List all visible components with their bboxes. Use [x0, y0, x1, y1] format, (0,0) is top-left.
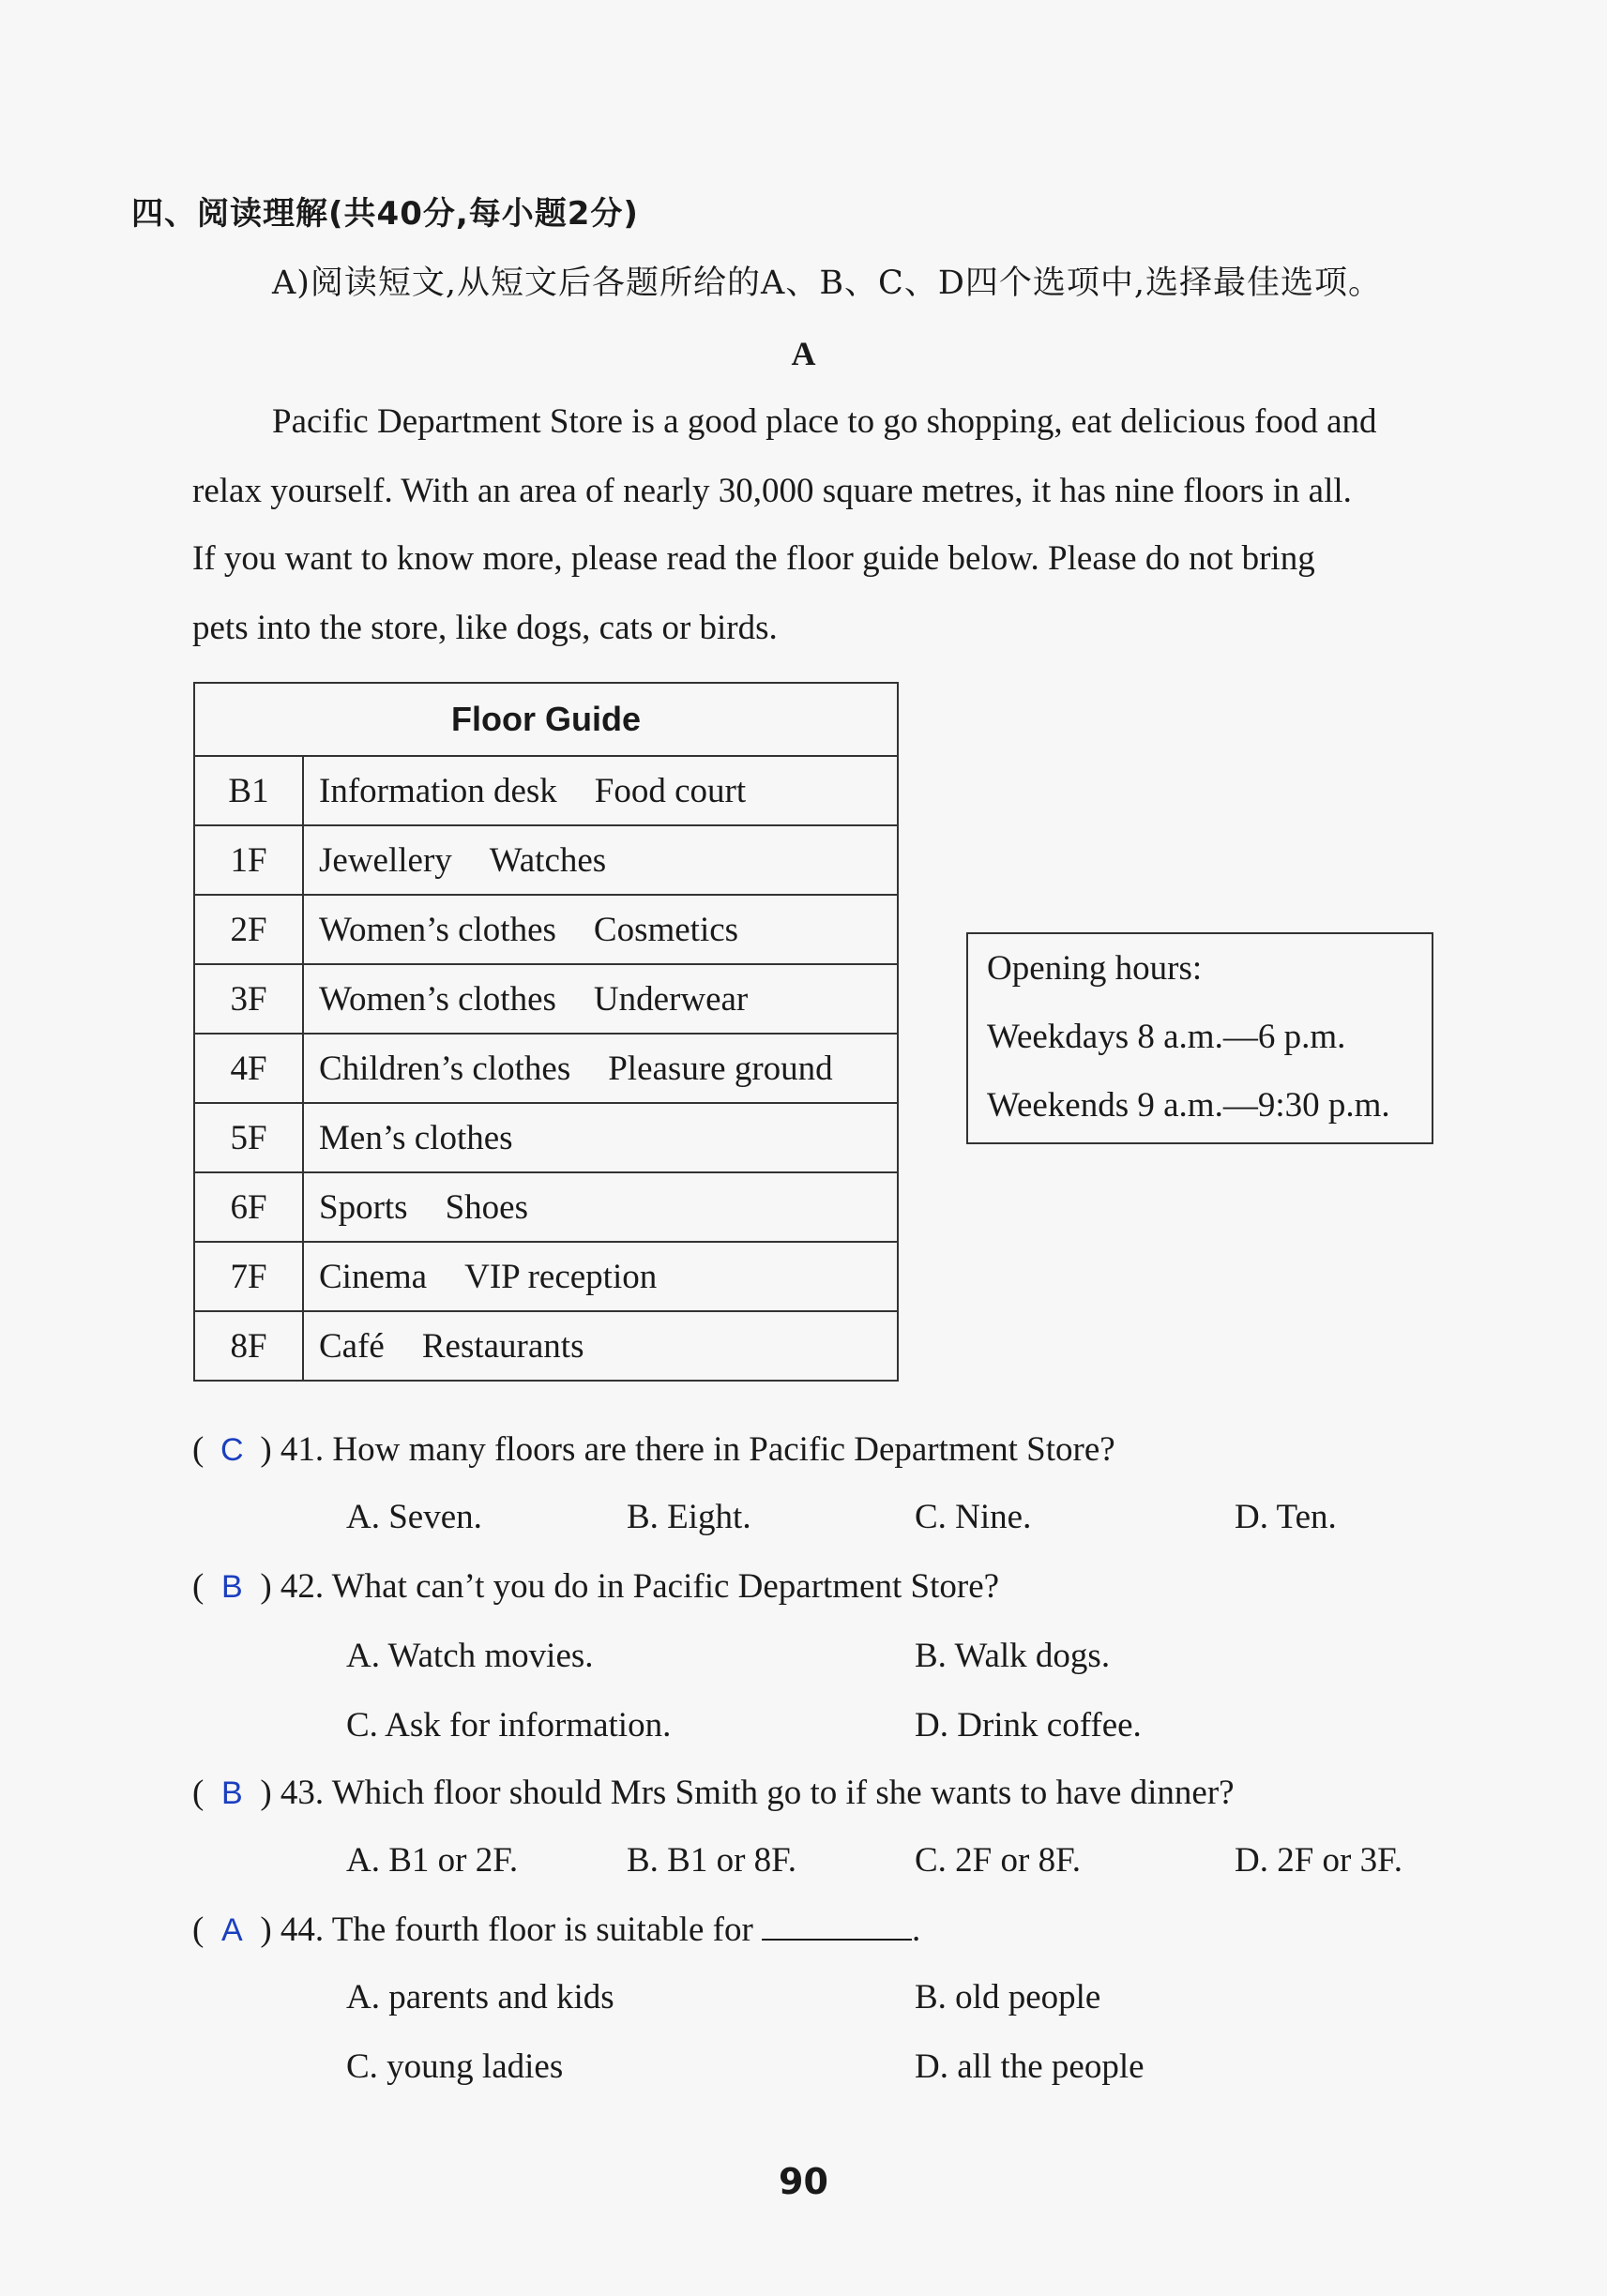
floor-guide-header-row	[194, 683, 898, 756]
floor-label: 2F	[194, 895, 303, 964]
answer-mark: A	[220, 1912, 243, 1948]
floor-guide-row	[194, 1172, 898, 1242]
floor-guide-title: Floor Guide	[194, 683, 898, 756]
option-b: B. old people	[915, 1978, 1101, 2017]
floor-departments	[303, 1034, 898, 1103]
department: VIP reception	[464, 1257, 658, 1296]
passage-line: Pacific Department Store is a good place to go shopping, eat delicious food and	[272, 402, 1377, 441]
department: Food court	[594, 771, 747, 810]
page-number: 90	[779, 2161, 828, 2202]
answer-mark: B	[220, 1569, 243, 1605]
question-43: ( B ) 43. Which floor should Mrs Smith go to if she wants to have dinner?	[192, 1774, 1235, 1812]
question-41: ( C ) 41. How many floors are there in Pacific Department Store?	[192, 1430, 1115, 1469]
department: Women’s clothes	[319, 910, 556, 949]
floor-label: 6F	[194, 1172, 303, 1242]
department: Sports	[319, 1187, 408, 1227]
floor-guide-row	[194, 964, 898, 1034]
answer-mark: C	[220, 1432, 244, 1468]
floor-departments	[303, 964, 898, 1034]
question-text: 41. How many floors are there in Pacific Department Store?	[280, 1430, 1115, 1469]
department: Underwear	[593, 979, 749, 1019]
passage-line: pets into the store, like dogs, cats or birds.	[192, 609, 778, 647]
department: Children’s clothes	[319, 1049, 571, 1088]
option-b: B. B1 or 8F.	[627, 1841, 797, 1880]
option-a: A. B1 or 2F.	[346, 1841, 519, 1880]
floor-label: 3F	[194, 964, 303, 1034]
floor-departments	[303, 1242, 898, 1311]
floor-label: 5F	[194, 1103, 303, 1172]
question-42: ( B ) 42. What can’t you do in Pacific Department Store?	[192, 1567, 1000, 1606]
department: Cosmetics	[593, 910, 739, 949]
floor-departments	[303, 825, 898, 895]
passage-line: If you want to know more, please read the floor guide below. Please do not bring	[192, 539, 1315, 578]
option-d: D. all the people	[915, 2047, 1145, 2086]
opening-hours-title: Opening hours:	[987, 949, 1203, 988]
option-a: A. Seven.	[346, 1498, 482, 1536]
floor-label: 1F	[194, 825, 303, 895]
floor-label: 4F	[194, 1034, 303, 1103]
option-d: D. 2F or 3F.	[1235, 1841, 1402, 1880]
floor-guide-row	[194, 825, 898, 895]
floor-guide-row	[194, 756, 898, 825]
option-b: B. Eight.	[627, 1498, 751, 1536]
opening-hours-weekdays: Weekdays 8 a.m.—6 p.m.	[987, 1018, 1346, 1056]
option-d: D. Drink coffee.	[915, 1706, 1142, 1745]
opening-hours-box	[966, 932, 1433, 1144]
answer-blank	[762, 1912, 912, 1941]
floor-label: B1	[194, 756, 303, 825]
section-instruction: A)阅读短文,从短文后各题所给的A、B、C、D四个选项中,选择最佳选项。	[272, 264, 1383, 302]
floor-guide-row	[194, 1311, 898, 1381]
option-a: A. parents and kids	[346, 1978, 614, 2017]
floor-departments	[303, 1311, 898, 1381]
department: Information desk	[319, 771, 557, 810]
department: Restaurants	[421, 1326, 584, 1366]
floor-guide-row	[194, 1242, 898, 1311]
question-text: 42. What can’t you do in Pacific Department Store?	[280, 1567, 1000, 1606]
department: Watches	[489, 840, 607, 880]
department: Shoes	[445, 1187, 528, 1227]
option-d: D. Ten.	[1235, 1498, 1337, 1536]
option-c: C. young ladies	[346, 2047, 564, 2086]
option-c: C. 2F or 8F.	[915, 1841, 1081, 1880]
opening-hours-weekends: Weekends 9 a.m.—9:30 p.m.	[987, 1086, 1390, 1125]
floor-guide-row	[194, 1034, 898, 1103]
passage-label: A	[791, 335, 816, 372]
floor-departments	[303, 1103, 898, 1172]
department: Pleasure ground	[608, 1049, 833, 1088]
section-heading: 四、阅读理解(共40分,每小题2分)	[131, 195, 639, 233]
floor-departments	[303, 756, 898, 825]
option-c: C. Nine.	[915, 1498, 1032, 1536]
department: Men’s clothes	[319, 1118, 513, 1157]
question-text: 43. Which floor should Mrs Smith go to if she wants to have dinner?	[280, 1774, 1235, 1812]
floor-guide-table	[193, 682, 899, 1382]
department: Jewellery	[319, 840, 452, 880]
option-c: C. Ask for information.	[346, 1706, 672, 1745]
option-b: B. Walk dogs.	[915, 1637, 1111, 1675]
floor-guide-row	[194, 895, 898, 964]
floor-departments	[303, 1172, 898, 1242]
answer-mark: B	[220, 1775, 243, 1811]
department: Café	[319, 1326, 385, 1366]
floor-guide-row	[194, 1103, 898, 1172]
department: Cinema	[319, 1257, 428, 1296]
floor-departments	[303, 895, 898, 964]
passage-line: relax yourself. With an area of nearly 30,000 square metres, it has nine floors in all.	[192, 472, 1352, 510]
floor-label: 7F	[194, 1242, 303, 1311]
option-a: A. Watch movies.	[346, 1637, 594, 1675]
department: Women’s clothes	[319, 979, 556, 1019]
question-text: 44. The fourth floor is suitable for	[280, 1911, 753, 1949]
floor-label: 8F	[194, 1311, 303, 1381]
question-44: ( A ) 44. The fourth floor is suitable for .	[192, 1911, 921, 1949]
